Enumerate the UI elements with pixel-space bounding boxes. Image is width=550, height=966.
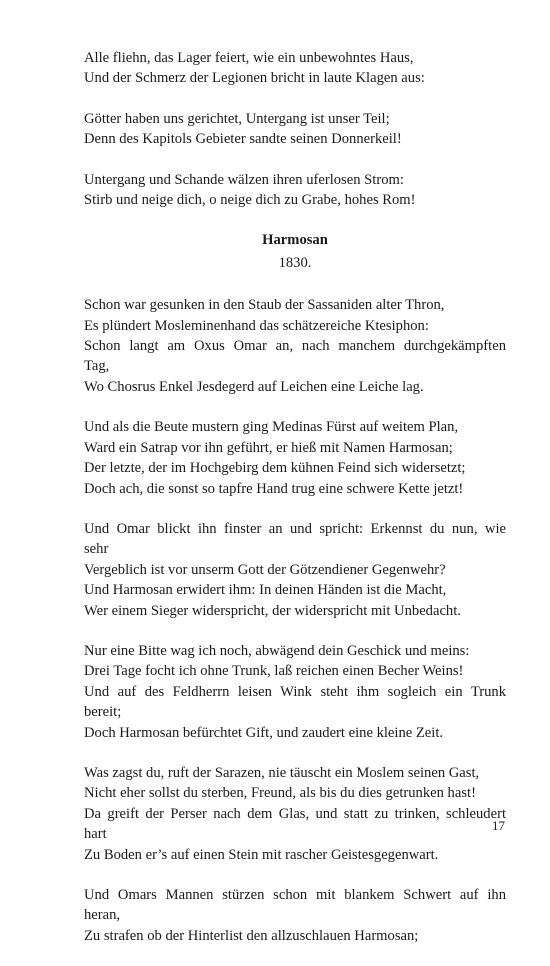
- verse-line: Alle fliehn, das Lager feiert, wie ein unbewohntes Haus,: [84, 50, 414, 66]
- verse-line: Zu strafen ob der Hinterlist den allzuschlauen Harmosan;: [84, 927, 419, 944]
- verse-line: Nur eine Bitte wag ich noch, abwägend dein Geschick und meins:: [84, 642, 470, 659]
- verse-line: Und der Schmerz der Legionen bricht in laute Klagen aus:: [84, 70, 425, 87]
- verse-line: Doch ach, die sonst so tapfre Hand trug eine schwere Kette jetzt!: [84, 480, 464, 497]
- verse-line: sehr: [84, 541, 109, 558]
- verse-line: Wo Chosrus Enkel Jesdegerd auf Leichen eine Leiche lag.: [84, 378, 424, 395]
- stanza: [84, 170, 506, 211]
- stanza: [84, 417, 506, 499]
- intro-section: [84, 48, 506, 210]
- verse-line: Schon langt am Oxus Omar an, nach manchem durchgekämpften: [84, 338, 506, 355]
- verse-line: Und Harmosan erwidert ihm: In deinen Händen ist die Macht,: [84, 582, 447, 599]
- verse-line: hart: [84, 826, 107, 843]
- poem-section: [84, 295, 506, 946]
- page-body: [84, 48, 506, 966]
- poem-year: 1830.: [278, 254, 312, 271]
- verse-line: Und Omar blickt ihn finster an und spricht: Erkennst du nun, wie: [84, 520, 506, 537]
- verse-line: Was zagst du, ruft der Sarazen, nie täuscht ein Moslem seinen Gast,: [84, 764, 480, 781]
- stanza: [84, 519, 506, 621]
- stanza: [84, 885, 506, 946]
- stanza: [84, 109, 506, 150]
- verse-line: Ward ein Satrap vor ihn geführt, er hieß mit Namen Harmosan;: [84, 439, 453, 456]
- verse-line: Denn des Kapitols Gebieter sandte seinen Donnerkeil!: [84, 131, 402, 148]
- stanza: [84, 295, 506, 397]
- verse-line: Es plündert Mosleminenhand das schätzereiche Ktesiphon:: [84, 317, 429, 334]
- verse-line: heran,: [84, 907, 121, 924]
- verse-line: Da greift der Perser nach dem Glas, und statt zu trinken, schleudert: [84, 805, 506, 822]
- stanza: [84, 48, 506, 89]
- stanza: [84, 763, 506, 865]
- verse-line: Und als die Beute mustern ging Medinas Fürst auf weitem Plan,: [84, 419, 459, 436]
- page-number: 17: [492, 818, 505, 833]
- verse-line: Der letzte, der im Hochgebirg dem kühnen Feind sich widersetzt;: [84, 460, 466, 477]
- verse-line: Drei Tage focht ich ohne Trunk, laß reichen einen Becher Weins!: [84, 663, 464, 680]
- verse-line: Und auf des Feldherrn leisen Wink steht ihm sogleich ein Trunk: [84, 683, 506, 700]
- stanza: [84, 641, 506, 743]
- verse-line: bereit;: [84, 704, 122, 721]
- verse-line: Doch Harmosan befürchtet Gift, und zaudert eine kleine Zeit.: [84, 724, 444, 741]
- verse-line: Götter haben uns gerichtet, Untergang ist unser Teil;: [84, 110, 390, 127]
- verse-line: Tag,: [84, 358, 110, 375]
- verse-line: Untergang und Schande wälzen ihren uferlosen Strom:: [84, 171, 404, 188]
- verse-line: Stirb und neige dich, o neige dich zu Grabe, hohes Rom!: [84, 192, 416, 209]
- verse-line: Zu Boden er’s auf einen Stein mit rascher Geistesgegenwart.: [84, 846, 439, 863]
- verse-line: Vergeblich ist vor unserm Gott der Götzendiener Gegenwehr?: [84, 561, 446, 578]
- verse-line: Und Omars Mannen stürzen schon mit blankem Schwert auf ihn: [84, 887, 506, 903]
- verse-line: Nicht eher sollst du sterben, Freund, als bis du dies getrunken hast!: [84, 785, 476, 802]
- poem-title: Harmosan: [262, 232, 328, 249]
- verse-line: Wer einem Sieger widerspricht, der widerspricht mit Unbedacht.: [84, 602, 461, 619]
- verse-line: Schon war gesunken in den Staub der Sassaniden alter Thron,: [84, 297, 445, 314]
